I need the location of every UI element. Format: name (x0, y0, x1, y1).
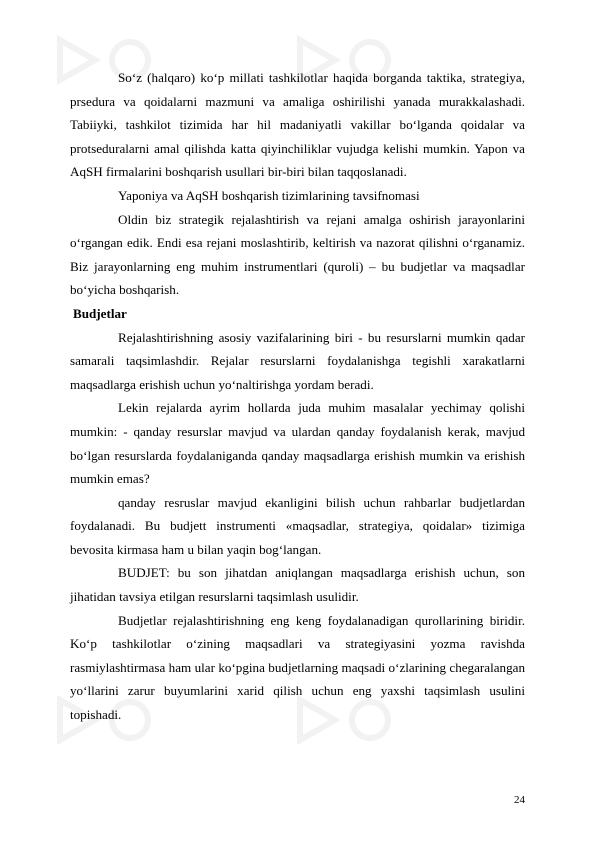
paragraph: Oldin biz strategik rejalashtirish va rejani amalga oshirish jarayonlarini o‘rgangan edik. Endi esa rejani moslashtirib, keltirish va nazorat qilishni o‘rganamiz. Biz jarayonlarning eng muhim instrumentlari (quroli) – bu budjetlar va maqsadlar bo‘yicha boshqarish. (70, 211, 525, 298)
paragraph: So‘z (halqaro) ko‘p millati tashkilotlar haqida borganda taktika, strategiya, prsedura va qoidalarni mazmuni va amaliga oshirilishi yanada murakkalashadi. Tabiiyki, tashkilot tizimida har hil madaniyatli vakillar bo‘lganda qoidalar va protseduralarni amal qilishda katta qiyinchiliklar vujudga kelishi mumkin. Yapon va AqSH firmalarini boshqarish usullari bir-biri bilan taqqoslanadi. (70, 70, 525, 180)
body-text (70, 66, 525, 727)
paragraph: qanday resruslar mavjud ekanligini bilish uchun rahbarlar budjetlardan foydalanadi. Bu budjett instrumenti «maqsadlar, strategiya, qoidalar» tizimiga bevosita kirmasa ham u bilan yaqin bog‘langan. (70, 494, 525, 557)
paragraph: BUDJET: bu son jihatdan aniqlangan maqsadlarga erishish uchun, son jihatidan tavsiya etilgan resurslarni taqsimlash usulidir. (70, 565, 525, 605)
section-heading: Budjetlar (73, 305, 127, 321)
page-number: 24 (514, 794, 525, 806)
paragraph: Rejalashtirishning asosiy vazifalarining biri - bu resurslarni mumkin qadar samarali taqsimlashdir. Rejalar resurslarni foydalanishga tegishli xarakatlarni maqsadlarga erishish uchun yo‘naltirishga yordam beradi. (70, 329, 525, 392)
paragraph: Budjetlar rejalashtirishning eng keng foydalanadigan qurollarining biridir. Ko‘p tashkilotlar o‘zining maqsadlari va strategiyasini yozma ravishda rasmiylashtirmasa ham ular ko‘pgina budjetlarning maqsadi o‘zlarining chegaralangan yo‘llarini zarur buyumlarini xarid qilish uchun eng yaxshi taqsimlash usulini topishadi. (70, 612, 525, 723)
section-title: Yaponiya va AqSH boshqarish tizimlarining tavsifnomasi (118, 187, 420, 203)
paragraph: Lekin rejalarda ayrim hollarda juda muhim masalalar yechimay qolishi mumkin: - qanday resurslar mavjud va ulardan qanday foydalanish kerak, mavjud bo‘lgan resurslarda foydalaniganda qanday maqsadlarga erishish mumkin va erishish mumkin emas? (70, 400, 525, 487)
